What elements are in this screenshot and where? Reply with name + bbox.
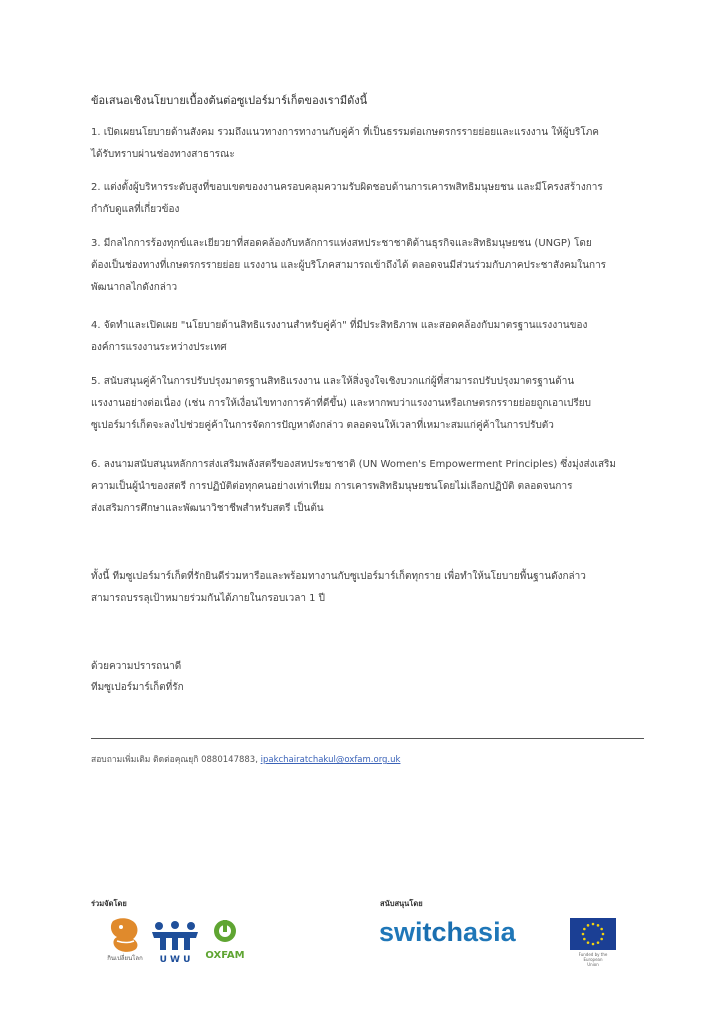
proposal-item-3 <box>91 233 651 299</box>
proposal-item-6 <box>91 454 651 520</box>
proposal-item-4 <box>91 315 651 359</box>
proposal-item-1 <box>91 122 651 166</box>
item-line: แรงงานอย่างต่อเนื่อง (เช่น การให้เงื่อนไขทางการค้าที่ดีขึ้น) และหากพบว่าแรงงานหรือเกษตรกรรายย่อยถูกเอาเปรียบ <box>91 398 591 409</box>
switch-asia-part: swi <box>379 917 423 947</box>
eu-star <box>600 938 603 941</box>
switch-asia-logo <box>379 917 516 948</box>
signoff-signature: ทีมซูเปอร์มาร์เก็ตที่รัก <box>91 682 184 693</box>
eu-star <box>602 933 605 936</box>
item-line: พัฒนากลไกดังกล่าว <box>91 282 178 293</box>
eu-star <box>583 928 586 931</box>
item-line: 6. ลงนามสนับสนุนหลักการส่งเสริมพลังสตรีของสหประชาชาติ (UN Women's Empowerment Principles) ซึ่งมุ่งส่งเสริม <box>91 459 617 470</box>
eu-star <box>592 943 595 946</box>
oxfam-logo-text: OXFAM <box>205 950 245 961</box>
uwu-logo <box>150 920 200 966</box>
eu-star <box>600 928 603 931</box>
proposal-item-2 <box>91 177 651 221</box>
item-line: ซูเปอร์มาร์เก็ตจะลงไปช่วยคู่ค้าในการจัดการปัญหาดังกล่าว ตลอดจนให้เวลาที่เหมาะสมแก่คู่ค้าในการปรับตัว <box>91 420 554 431</box>
item-line: 5. สนับสนุนคู่ค้าในการปรับปรุงมาตรฐานสิทธิแรงงาน และให้สิ่งจูงใจเชิงบวกแก่ผู้ที่สามารถปรับปรุงมาตรฐานด้าน <box>91 376 575 387</box>
uwu-logo-text: U W U <box>159 955 191 965</box>
item-line: ได้รับทราบผ่านช่องทางสาธารณะ <box>91 149 235 160</box>
footer-divider <box>91 738 644 739</box>
item-line: องค์การแรงงานระหว่างประเทศ <box>91 342 227 353</box>
letter-heading: ข้อเสนอเชิงนโยบายเบื้องต้นต่อซูเปอร์มาร์เก็ตของเรามีดังนี้ <box>91 94 368 107</box>
item-line: 2. แต่งตั้งผู้บริหารระดับสูงที่ขอบเขตของงานครอบคลุมความรับผิดชอบด้านการเคารพสิทธิมนุษยชน และมีโครงสร้างการ <box>91 182 603 193</box>
contact-text: สอบถามเพิ่มเติม ติดต่อคุณยุกิ 0880147883, <box>91 755 261 765</box>
oxfam-logo <box>203 918 247 964</box>
item-line: 1. เปิดเผยนโยบายด้านสังคม รวมถึงแนวทางการทางานกับคู่ค้า ที่เป็นธรรมต่อเกษตรกรรายย่อยและแรงงาน ให้ผู้บริโภค <box>91 127 599 138</box>
eu-star <box>597 941 600 944</box>
proposal-item-5 <box>91 371 651 437</box>
supporters-label: สนับสนุนโดย <box>380 899 423 908</box>
switch-asia-part: tch <box>422 917 464 947</box>
signoff-block <box>91 656 184 698</box>
item-line: 3. มีกลไกการร้องทุกข์และเยียวยาที่สอดคล้องกับหลักการแห่งสหประชาชาติด้านธุรกิจและสิทธิมนุษยชน (UNGP) โดย <box>91 238 592 249</box>
co-organizers-label: ร่วมจัดโดย <box>91 899 127 908</box>
eu-funding-caption: Funded by the European Union <box>578 952 608 967</box>
eu-star <box>582 933 585 936</box>
signoff-greeting: ด้วยความปรารถนาดี <box>91 661 182 672</box>
eu-star <box>592 923 595 926</box>
item-line: 4. จัดทำและเปิดเผย "นโยบายด้านสิทธิแรงงานสำหรับคู่ค้า" ที่มีประสิทธิภาพ และสอดคล้องกับมาตรฐานแรงงานของ <box>91 320 588 331</box>
closing-line: สามารถบรรลุเป้าหมายร่วมกันได้ภายในกรอบเวลา 1 ปี <box>91 593 326 604</box>
kin-logo-text: กินเปลี่ยนโลก <box>107 955 143 962</box>
item-line: ต้องเป็นช่องทางที่เกษตรกรรายย่อย แรงงาน และผู้บริโภคสามารถเข้าถึงได้ ตลอดจนมีส่วนร่วมกับภาคประชาสังคมในการ <box>91 260 607 271</box>
contact-line <box>91 752 400 766</box>
eu-star <box>583 938 586 941</box>
item-line: ส่งเสริมการศึกษาและพัฒนาวิชาชีพสำหรับสตรี เป็นต้น <box>91 503 324 514</box>
eu-star <box>597 924 600 927</box>
kin-plean-lok-logo <box>105 915 145 965</box>
item-line: กำกับดูแลที่เกี่ยวข้อง <box>91 204 180 215</box>
closing-paragraph <box>91 566 586 610</box>
closing-line: ทั้งนี้ ทีมซูเปอร์มาร์เก็ตที่รักยินดีร่วมหารือและพร้อมทางานกับซูเปอร์มาร์เก็ตทุกราย เพื่อทำให้นโยบายพื้นฐานดังกล่าว <box>91 571 586 582</box>
item-line: ความเป็นผู้นำของสตรี การปฏิบัติต่อทุกคนอย่างเท่าเทียม การเคารพสิทธิมนุษยชนโดยไม่เลือกปฏิบัติ ตลอดจนการ <box>91 481 573 492</box>
eu-star <box>587 924 590 927</box>
eu-star <box>587 941 590 944</box>
contact-email-link[interactable]: ipakchairatchakul@oxfam.org.uk <box>260 755 401 765</box>
eu-flag-logo <box>570 918 616 950</box>
switch-asia-part: asia <box>463 917 516 947</box>
